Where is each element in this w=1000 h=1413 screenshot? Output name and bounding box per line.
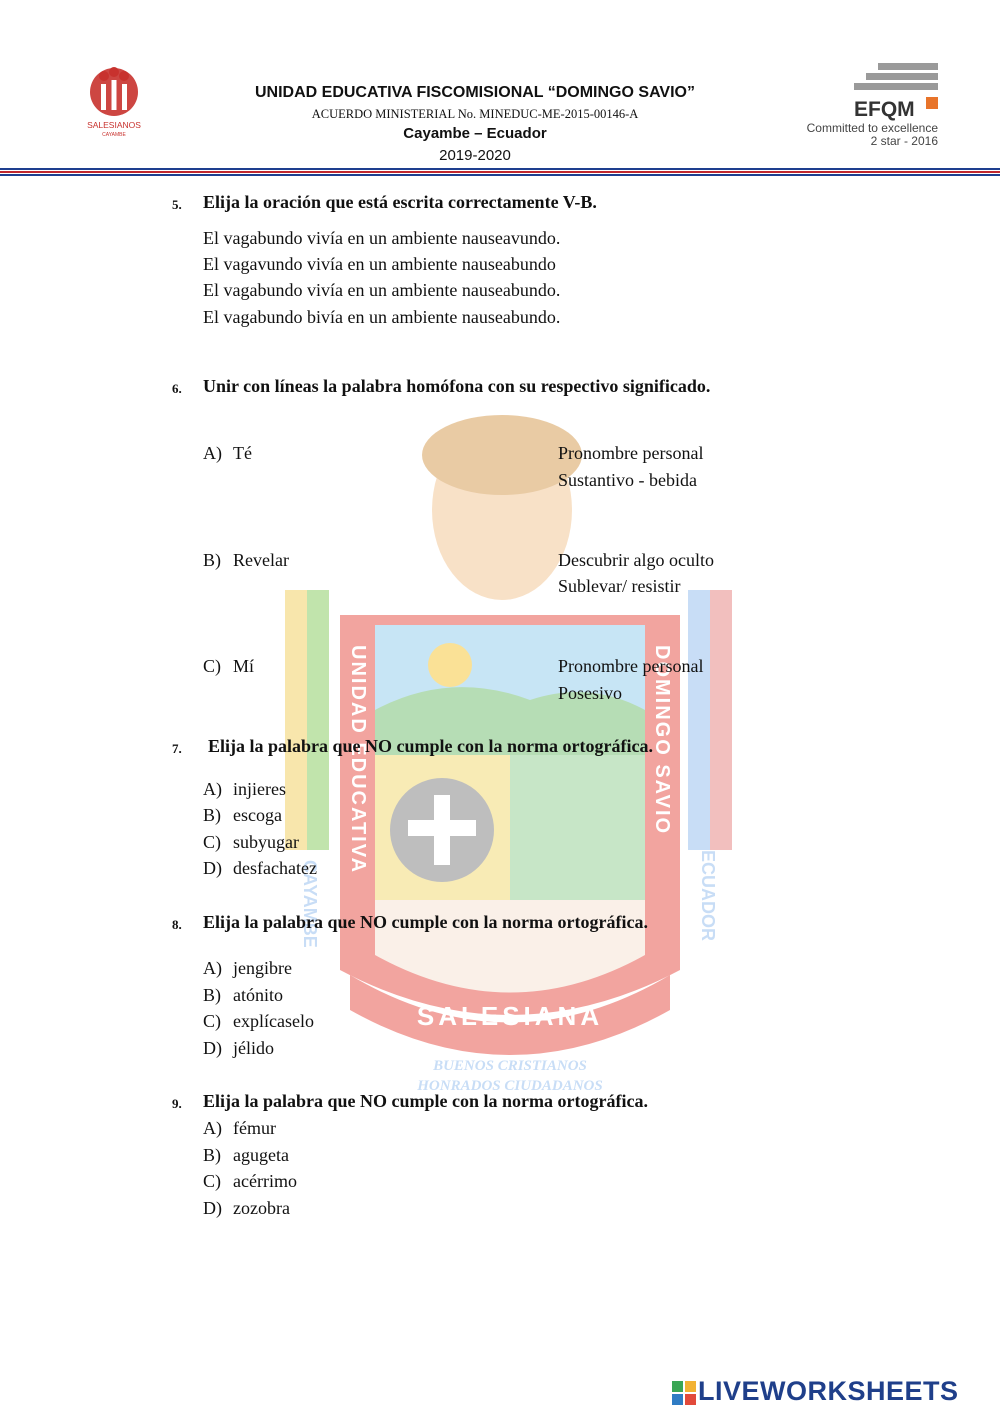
q6-word-a-text: Té	[233, 443, 252, 463]
q6-meaning-c1[interactable]: Pronombre personal	[558, 656, 704, 676]
left-logo-small: CAYAMBE	[102, 132, 126, 138]
q7-letter-d: D)	[203, 858, 222, 878]
q8-option-b[interactable]	[203, 985, 283, 1006]
q6-word-b[interactable]	[203, 550, 289, 571]
agreement-line: ACUERDO MINISTERIAL No. MINEDUC-ME-2015-00146-A	[311, 107, 639, 121]
q6-meaning-b2[interactable]: Sublevar/ resistir	[558, 576, 681, 596]
q7-text-a: injieres	[233, 779, 286, 799]
q6-meaning-a2[interactable]: Sustantivo - bebida	[558, 470, 697, 490]
q5-prompt: Elija la oración que está escrita correctamente V-B.	[203, 192, 597, 212]
q9-letter-c: C)	[203, 1171, 221, 1191]
q9-letter-a: A)	[203, 1118, 222, 1138]
q9-text-d: zozobra	[233, 1198, 290, 1218]
crest-motto-2: HONRADOS CIUDADANOS	[417, 1078, 603, 1094]
q7-letter-a: A)	[203, 779, 222, 799]
q5-option-3[interactable]: El vagabundo vivía en un ambiente nauseabundo.	[203, 280, 561, 300]
efqm-brand: EFQM	[854, 98, 915, 121]
q6-word-b-text: Revelar	[233, 550, 289, 570]
q6-meaning-c2[interactable]: Posesivo	[558, 683, 623, 703]
q9-prompt: Elija la palabra que NO cumple con la norma ortográfica.	[203, 1091, 648, 1111]
q7-letter-b: B)	[203, 805, 221, 825]
q8-option-c[interactable]	[203, 1011, 314, 1032]
q7-letter-c: C)	[203, 832, 221, 852]
q8-text-b: atónito	[233, 985, 283, 1005]
q7-text-d: desfachatez	[233, 858, 317, 878]
q6-letter-b: B)	[203, 550, 221, 570]
school-name: UNIDAD EDUCATIVA FISCOMISIONAL “DOMINGO SAVIO”	[254, 84, 695, 101]
q9-option-c[interactable]	[203, 1171, 297, 1192]
q5-option-2[interactable]: El vagavundo vivía en un ambiente nauseabundo	[203, 254, 556, 274]
q6-letter-a: A)	[203, 443, 222, 463]
q9-text-a: fémur	[233, 1118, 276, 1138]
crest-right-text: DOMINGO SAVIO	[651, 645, 673, 836]
header-rule-blue-top	[0, 168, 1000, 170]
q8-text-a: jengibre	[233, 958, 292, 978]
q7-text-b: escoga	[233, 805, 282, 825]
city-line: Cayambe – Ecuador	[403, 125, 547, 142]
q6-number: 6.	[172, 381, 182, 396]
q8-number: 8.	[172, 917, 182, 932]
left-logo-text: SALESIANOS	[87, 120, 141, 130]
q8-letter-b: B)	[203, 985, 221, 1005]
q6-word-a[interactable]	[203, 443, 252, 464]
q8-letter-a: A)	[203, 958, 222, 978]
q7-text-c: subyugar	[233, 832, 299, 852]
q6-letter-c: C)	[203, 656, 221, 676]
q9-letter-d: D)	[203, 1198, 222, 1218]
crest-band: SALESIANA	[416, 1001, 604, 1031]
year-line: 2019-2020	[439, 147, 511, 164]
q9-text-c: acérrimo	[233, 1171, 297, 1191]
q9-text-b: agugeta	[233, 1145, 289, 1165]
q8-prompt: Elija la palabra que NO cumple con la norma ortográfica.	[203, 912, 648, 932]
school-crest-watermark	[280, 410, 740, 1110]
liveworksheets-logo-icon	[672, 1381, 696, 1405]
q6-word-c-text: Mí	[233, 656, 255, 676]
q7-option-a[interactable]	[203, 779, 286, 800]
q8-option-a[interactable]	[203, 958, 292, 979]
q5-option-4[interactable]: El vagabundo bivía en un ambiente nauseabundo.	[203, 307, 561, 327]
q8-letter-d: D)	[203, 1038, 222, 1058]
q8-letter-c: C)	[203, 1011, 221, 1031]
q7-number: 7.	[172, 741, 182, 756]
efqm-line1: Committed to excellence	[806, 121, 938, 135]
q6-meaning-a1[interactable]: Pronombre personal	[558, 443, 704, 463]
crest-motto-1: BUENOS CRISTIANOS	[433, 1058, 587, 1074]
q9-option-a[interactable]	[203, 1118, 276, 1139]
q9-letter-b: B)	[203, 1145, 221, 1165]
q9-number: 9.	[172, 1096, 182, 1111]
liveworksheets-brand[interactable]: LIVEWORKSHEETS	[698, 1376, 959, 1406]
q9-option-d[interactable]	[203, 1198, 290, 1219]
q7-option-b[interactable]	[203, 805, 282, 826]
q7-option-c[interactable]	[203, 832, 299, 853]
crest-side-left: CAYAMBE	[300, 860, 320, 948]
q6-meaning-b1[interactable]: Descubrir algo oculto	[558, 550, 714, 570]
q9-option-b[interactable]	[203, 1145, 289, 1166]
q5-option-1[interactable]: El vagabundo vivía en un ambiente nauseavundo.	[203, 228, 561, 248]
efqm-line2: 2 star - 2016	[870, 134, 938, 148]
q8-text-c: explícaselo	[233, 1011, 314, 1031]
q7-option-d[interactable]	[203, 858, 317, 879]
q5-number: 5.	[172, 197, 182, 212]
q6-prompt: Unir con líneas la palabra homófona con su respectivo significado.	[203, 376, 711, 396]
header-rule-blue-bottom	[0, 174, 1000, 176]
q8-option-d[interactable]	[203, 1038, 274, 1059]
q8-text-d: jélido	[233, 1038, 274, 1058]
crest-side-right: ECUADOR	[698, 850, 718, 942]
efqm-logo	[800, 60, 950, 155]
q6-word-c[interactable]	[203, 656, 254, 677]
header-rule-red	[0, 171, 1000, 173]
q7-prompt: Elija la palabra que NO cumple con la norma ortográfica.	[208, 736, 653, 756]
crest-left-text: UNIDAD EDUCATIVA	[347, 645, 369, 875]
